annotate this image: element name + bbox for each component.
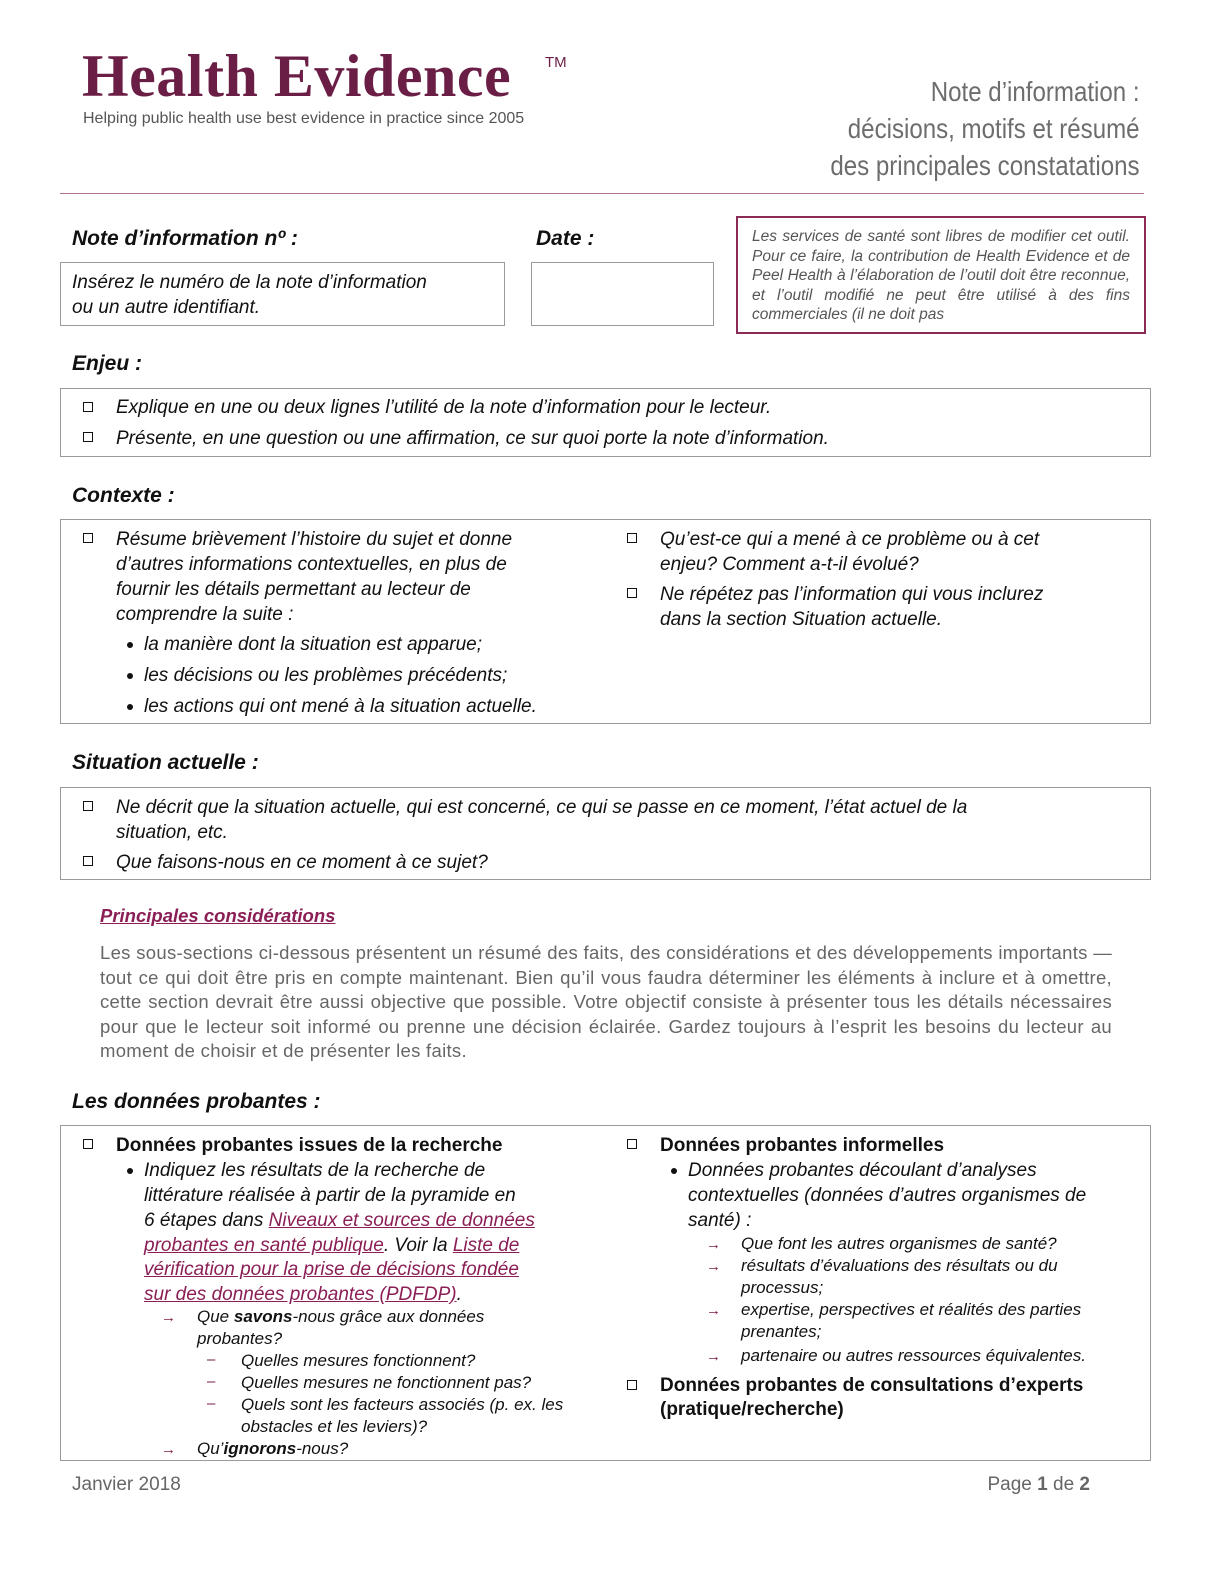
- date-field[interactable]: [531, 262, 714, 326]
- know-question-post: -nous grâce aux données: [292, 1307, 485, 1326]
- document-title-line: Note d’information :: [931, 76, 1140, 107]
- contexte-right-line: Ne répétez pas l’information qui vous inclurez: [660, 584, 1044, 605]
- arrow-right-icon: →: [161, 1441, 176, 1458]
- page-total: 2: [1079, 1474, 1090, 1495]
- situation-line: Que faisons-nous en ce moment à ce sujet?: [116, 852, 488, 873]
- contexte-right-line: dans la section Situation actuelle.: [660, 609, 943, 630]
- situation-line: situation, etc.: [116, 822, 228, 843]
- note-number-field[interactable]: [60, 262, 505, 326]
- donnees-label: Les données probantes :: [72, 1090, 321, 1113]
- informal-arrow-item: processus;: [741, 1278, 824, 1297]
- checkbox[interactable]: [83, 801, 93, 811]
- niveaux-sources-link[interactable]: probantes en santé publique: [144, 1235, 384, 1256]
- niveaux-sources-link[interactable]: Niveaux et sources de données: [268, 1210, 535, 1231]
- know-question: [197, 1306, 484, 1328]
- pdfdp-checklist-link[interactable]: Liste de: [452, 1235, 520, 1256]
- enjeu-item: Explique en une ou deux lignes l’utilité de la note d’information pour le lecteur.: [116, 397, 772, 418]
- checkbox[interactable]: [83, 432, 93, 442]
- enjeu-item: Présente, en une question ou une affirmation, ce sur quoi porte la note d’information.: [116, 428, 829, 449]
- dash-icon: –: [207, 1373, 216, 1390]
- know-question-pre: Que: [197, 1307, 234, 1326]
- of-word: de: [1053, 1474, 1075, 1495]
- note-number-label: Note d’information nº :: [72, 227, 298, 250]
- contexte-bullet: les actions qui ont mené à la situation actuelle.: [144, 696, 537, 717]
- research-bullet-line: [144, 1208, 535, 1233]
- situation-box: [60, 787, 1151, 880]
- research-bullet-line: [144, 1233, 519, 1258]
- situation-label: Situation actuelle :: [72, 751, 259, 774]
- principales-paragraph: Les sous-sections ci-dessous présentent un résumé des faits, des considérations et des développements importants — tout ce qui doit être pris en compte maintenant. Bien qu’il vous faudra déterminer les éléments à inclure et à omettre, cette section devrait être aussi objective que possible. Votre objectif consiste à présenter tous les détails nécessaires pour que le lecteur soit informé ou prenne une décision éclairée. Gardez toujours à l’esprit les besoins du lecteur au moment de choisir et de présenter les faits.: [100, 942, 1112, 1061]
- ignore-question-bold: ignorons: [223, 1439, 297, 1458]
- page-current: 1: [1037, 1474, 1048, 1495]
- ignore-question: [197, 1438, 348, 1460]
- voir-text: . Voir la: [383, 1235, 453, 1256]
- pdfdp-checklist-link[interactable]: vérification pour la prise de décisions fondée: [144, 1259, 519, 1280]
- bullet-icon: [127, 1168, 133, 1174]
- sub-question: Quelles mesures ne fonctionnent pas?: [241, 1373, 532, 1392]
- logo-trademark: TM: [545, 54, 567, 71]
- checkbox[interactable]: [83, 856, 93, 866]
- contexte-box: [60, 519, 1151, 724]
- license-notice: Les services de santé sont libres de modifier cet outil. Pour ce faire, la contribution de Health Evidence et de Peel Health à l’élaboration de l’outil doit être reconnue, et l’outil modifié ne peut être utilisé à des fins commerciales (il ne doit pas: [736, 216, 1146, 334]
- checkbox[interactable]: [627, 1139, 637, 1149]
- checkbox[interactable]: [627, 533, 637, 543]
- research-bullet-line: [144, 1257, 519, 1282]
- contexte-bullet: la manière dont la situation est apparue;: [144, 634, 482, 655]
- know-question-bold: savons: [233, 1307, 293, 1326]
- contexte-line: d’autres informations contextuelles, en plus de: [116, 554, 507, 575]
- contexte-line: fournir les détails permettant au lecteur de: [116, 579, 471, 600]
- informal-arrow-item: résultats d’évaluations des résultats ou du: [741, 1256, 1058, 1275]
- enjeu-label: Enjeu :: [72, 352, 143, 375]
- sub-question-line2: obstacles et les leviers)?: [241, 1417, 428, 1436]
- note-number-placeholder-line: ou un autre identifiant.: [72, 297, 261, 318]
- research-bullet-line: Indiquez les résultats de la recherche de: [144, 1160, 486, 1181]
- contexte-line: Résume brièvement l’histoire du sujet et donne: [116, 529, 513, 550]
- arrow-right-icon: →: [161, 1309, 176, 1326]
- contexte-label: Contexte :: [72, 484, 175, 507]
- expert-evidence-heading: Données probantes de consultations d’experts: [660, 1375, 1084, 1396]
- informal-bullet-line: santé) :: [688, 1210, 752, 1231]
- document-title-line: des principales constatations: [830, 150, 1140, 181]
- research-bullet-text: 6 étapes dans: [144, 1210, 269, 1231]
- sub-question: Quelles mesures fonctionnent?: [241, 1351, 476, 1370]
- informal-bullet-line: Données probantes découlant d’analyses: [688, 1160, 1037, 1181]
- enjeu-box: [60, 388, 1151, 457]
- informal-arrow-item: expertise, perspectives et réalités des parties: [741, 1300, 1082, 1319]
- checkbox[interactable]: [83, 533, 93, 543]
- informal-arrow-item: partenaire ou autres ressources équivalentes.: [741, 1346, 1086, 1365]
- contexte-right-line: enjeu? Comment a-t-il évolué?: [660, 554, 919, 575]
- research-bullet-line: [144, 1282, 462, 1307]
- document-title-line: décisions, motifs et résumé: [848, 113, 1140, 144]
- dash-icon: –: [207, 1351, 216, 1368]
- sub-question: Quels sont les facteurs associés (p. ex. les: [241, 1395, 564, 1414]
- informal-bullet-line: contextuelles (données d’autres organismes de: [688, 1185, 1087, 1206]
- contexte-bullet: les décisions ou les problèmes précédents;: [144, 665, 508, 686]
- note-number-placeholder-line: Insérez le numéro de la note d’information: [72, 272, 427, 293]
- arrow-right-icon: →: [706, 1258, 721, 1275]
- bullet-icon: [127, 704, 133, 710]
- logo-tagline: Helping public health use best evidence in practice since 2005: [83, 110, 525, 127]
- period-text: .: [456, 1284, 462, 1305]
- contexte-line: comprendre la suite :: [116, 604, 294, 625]
- bullet-icon: [127, 642, 133, 648]
- informal-arrow-item: prenantes;: [741, 1322, 822, 1341]
- arrow-right-icon: →: [706, 1302, 721, 1319]
- informal-evidence-heading: Données probantes informelles: [660, 1135, 945, 1156]
- pdfdp-checklist-link[interactable]: sur des données probantes (PDFDP): [144, 1284, 457, 1305]
- arrow-right-icon: →: [706, 1348, 721, 1365]
- header-divider: [60, 193, 1144, 194]
- ignore-question-pre: Qu’: [197, 1439, 224, 1458]
- footer-date: Janvier 2018: [72, 1474, 181, 1495]
- checkbox[interactable]: [83, 402, 93, 412]
- donnees-box: [60, 1125, 1151, 1461]
- document-title: [831, 73, 1140, 184]
- dash-icon: –: [207, 1395, 216, 1412]
- page-number: [987, 1474, 1090, 1496]
- checkbox[interactable]: [627, 1380, 637, 1390]
- checkbox[interactable]: [83, 1139, 93, 1149]
- contexte-right-line: Qu’est-ce qui a mené à ce problème ou à cet: [660, 529, 1040, 550]
- research-bullet-line: littérature réalisée à partir de la pyramide en: [144, 1185, 516, 1206]
- page-word: Page: [987, 1474, 1032, 1495]
- bullet-icon: [671, 1168, 677, 1174]
- expert-evidence-heading: (pratique/recherche): [660, 1399, 844, 1420]
- arrow-right-icon: →: [706, 1236, 721, 1253]
- principales-heading[interactable]: Principales considérations: [100, 905, 336, 926]
- date-label: Date :: [536, 227, 595, 250]
- informal-arrow-item: Que font les autres organismes de santé?: [741, 1234, 1057, 1253]
- checkbox[interactable]: [627, 588, 637, 598]
- logo-title: Health Evidence: [82, 43, 512, 109]
- research-evidence-heading: Données probantes issues de la recherche: [116, 1135, 503, 1156]
- know-question-line2: probantes?: [197, 1329, 283, 1348]
- ignore-question-post: -nous?: [296, 1439, 349, 1458]
- bullet-icon: [127, 673, 133, 679]
- situation-line: Ne décrit que la situation actuelle, qui est concerné, ce qui se passe en ce moment, l’état actuel de la: [116, 797, 968, 818]
